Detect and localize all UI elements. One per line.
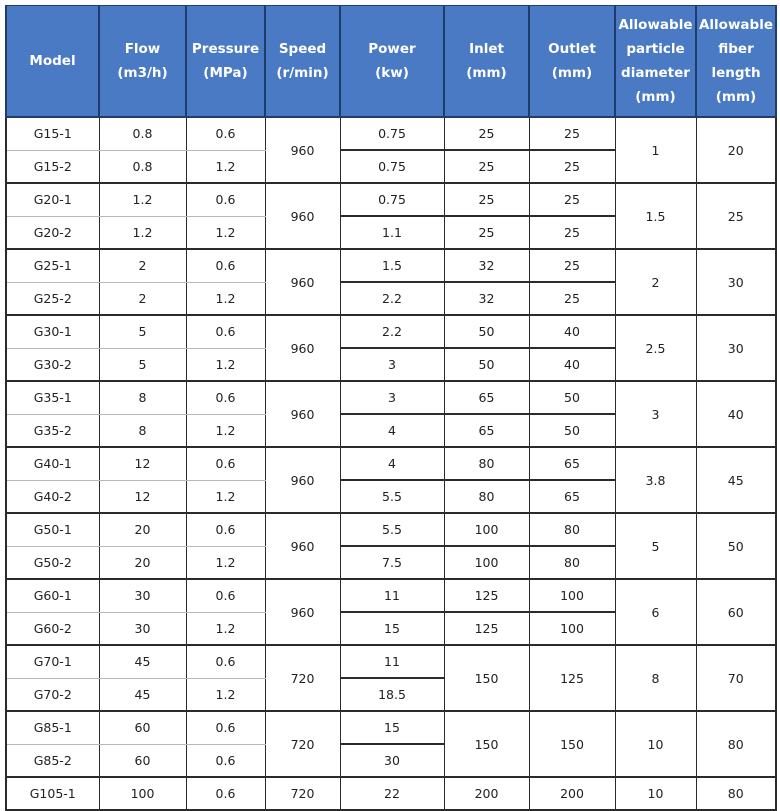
cell-flow: 60 xyxy=(99,711,186,744)
cell-outlet: 125 xyxy=(529,645,615,711)
cell-inlet: 25 xyxy=(444,150,529,183)
cell-speed: 720 xyxy=(265,711,340,777)
cell-flow: 30 xyxy=(99,579,186,612)
cell-model: G35-1 xyxy=(6,381,99,414)
cell-speed: 960 xyxy=(265,579,340,645)
cell-power: 1.1 xyxy=(340,216,444,249)
cell-inlet: 50 xyxy=(444,348,529,381)
cell-flow: 20 xyxy=(99,546,186,579)
cell-flow: 100 xyxy=(99,777,186,810)
cell-speed: 720 xyxy=(265,645,340,711)
cell-model: G50-2 xyxy=(6,546,99,579)
header-inlet: Inlet (mm) xyxy=(444,6,529,118)
cell-power: 5.5 xyxy=(340,480,444,513)
cell-outlet: 65 xyxy=(529,480,615,513)
cell-particle-diameter: 2 xyxy=(615,249,696,315)
cell-flow: 60 xyxy=(99,744,186,777)
cell-fiber-length: 30 xyxy=(696,315,776,381)
cell-flow: 2 xyxy=(99,249,186,282)
header-model: Model xyxy=(6,6,99,118)
cell-pressure: 1.2 xyxy=(186,216,265,249)
cell-pressure: 0.6 xyxy=(186,513,265,546)
header-outlet: Outlet (mm) xyxy=(529,6,615,118)
cell-flow: 12 xyxy=(99,447,186,480)
cell-particle-diameter: 5 xyxy=(615,513,696,579)
cell-power: 0.75 xyxy=(340,150,444,183)
cell-flow: 30 xyxy=(99,612,186,645)
cell-model: G50-1 xyxy=(6,513,99,546)
cell-inlet: 150 xyxy=(444,645,529,711)
cell-inlet: 25 xyxy=(444,183,529,216)
cell-outlet: 25 xyxy=(529,249,615,282)
cell-power: 3 xyxy=(340,348,444,381)
cell-outlet: 150 xyxy=(529,711,615,777)
cell-particle-diameter: 6 xyxy=(615,579,696,645)
header-flow: Flow (m3/h) xyxy=(99,6,186,118)
cell-pressure: 1.2 xyxy=(186,480,265,513)
cell-fiber-length: 25 xyxy=(696,183,776,249)
cell-outlet: 40 xyxy=(529,315,615,348)
cell-model: G40-2 xyxy=(6,480,99,513)
cell-inlet: 25 xyxy=(444,216,529,249)
cell-flow: 0.8 xyxy=(99,117,186,150)
cell-inlet: 80 xyxy=(444,447,529,480)
cell-speed: 960 xyxy=(265,249,340,315)
cell-power: 4 xyxy=(340,447,444,480)
cell-fiber-length: 50 xyxy=(696,513,776,579)
cell-power: 15 xyxy=(340,612,444,645)
table-row xyxy=(6,645,776,678)
cell-pressure: 0.6 xyxy=(186,744,265,777)
table-row xyxy=(6,777,776,810)
cell-outlet: 25 xyxy=(529,282,615,315)
cell-inlet: 100 xyxy=(444,546,529,579)
cell-inlet: 200 xyxy=(444,777,529,810)
cell-model: G40-1 xyxy=(6,447,99,480)
cell-flow: 8 xyxy=(99,381,186,414)
cell-fiber-length: 30 xyxy=(696,249,776,315)
table-row xyxy=(6,513,776,546)
cell-pressure: 0.6 xyxy=(186,315,265,348)
cell-pressure: 0.6 xyxy=(186,645,265,678)
cell-speed: 960 xyxy=(265,117,340,183)
cell-flow: 45 xyxy=(99,645,186,678)
table-row xyxy=(6,249,776,282)
cell-model: G70-1 xyxy=(6,645,99,678)
header-pressure: Pressure (MPa) xyxy=(186,6,265,118)
cell-outlet: 80 xyxy=(529,513,615,546)
cell-power: 11 xyxy=(340,645,444,678)
cell-outlet: 100 xyxy=(529,612,615,645)
cell-speed: 960 xyxy=(265,183,340,249)
cell-power: 11 xyxy=(340,579,444,612)
cell-flow: 1.2 xyxy=(99,183,186,216)
header-row xyxy=(6,6,776,118)
cell-pressure: 1.2 xyxy=(186,150,265,183)
cell-particle-diameter: 3.8 xyxy=(615,447,696,513)
cell-flow: 5 xyxy=(99,315,186,348)
cell-power: 7.5 xyxy=(340,546,444,579)
table-row xyxy=(6,381,776,414)
cell-model: G25-2 xyxy=(6,282,99,315)
cell-inlet: 100 xyxy=(444,513,529,546)
cell-model: G15-2 xyxy=(6,150,99,183)
cell-flow: 20 xyxy=(99,513,186,546)
cell-power: 5.5 xyxy=(340,513,444,546)
cell-model: G30-2 xyxy=(6,348,99,381)
cell-particle-diameter: 3 xyxy=(615,381,696,447)
table-row xyxy=(6,711,776,744)
cell-outlet: 65 xyxy=(529,447,615,480)
cell-power: 2.2 xyxy=(340,282,444,315)
cell-flow: 2 xyxy=(99,282,186,315)
cell-model: G25-1 xyxy=(6,249,99,282)
cell-fiber-length: 45 xyxy=(696,447,776,513)
cell-model: G105-1 xyxy=(6,777,99,810)
cell-particle-diameter: 10 xyxy=(615,711,696,777)
cell-speed: 960 xyxy=(265,381,340,447)
cell-power: 1.5 xyxy=(340,249,444,282)
table-body xyxy=(6,117,776,810)
cell-flow: 5 xyxy=(99,348,186,381)
cell-inlet: 65 xyxy=(444,414,529,447)
cell-pressure: 0.6 xyxy=(186,381,265,414)
cell-particle-diameter: 1 xyxy=(615,117,696,183)
cell-power: 22 xyxy=(340,777,444,810)
table-row xyxy=(6,117,776,150)
cell-fiber-length: 70 xyxy=(696,645,776,711)
cell-speed: 720 xyxy=(265,777,340,810)
cell-fiber-length: 20 xyxy=(696,117,776,183)
cell-pressure: 1.2 xyxy=(186,414,265,447)
pump-spec-table xyxy=(5,5,777,811)
cell-pressure: 1.2 xyxy=(186,612,265,645)
cell-outlet: 200 xyxy=(529,777,615,810)
cell-model: G85-1 xyxy=(6,711,99,744)
cell-inlet: 25 xyxy=(444,117,529,150)
cell-outlet: 25 xyxy=(529,216,615,249)
cell-outlet: 80 xyxy=(529,546,615,579)
cell-model: G30-1 xyxy=(6,315,99,348)
cell-power: 2.2 xyxy=(340,315,444,348)
cell-outlet: 25 xyxy=(529,117,615,150)
cell-model: G20-2 xyxy=(6,216,99,249)
cell-flow: 1.2 xyxy=(99,216,186,249)
cell-pressure: 0.6 xyxy=(186,249,265,282)
cell-outlet: 50 xyxy=(529,414,615,447)
table-row xyxy=(6,447,776,480)
cell-power: 3 xyxy=(340,381,444,414)
cell-fiber-length: 80 xyxy=(696,711,776,777)
cell-power: 4 xyxy=(340,414,444,447)
cell-inlet: 125 xyxy=(444,612,529,645)
cell-pressure: 1.2 xyxy=(186,282,265,315)
cell-model: G35-2 xyxy=(6,414,99,447)
cell-model: G20-1 xyxy=(6,183,99,216)
cell-outlet: 100 xyxy=(529,579,615,612)
cell-flow: 0.8 xyxy=(99,150,186,183)
cell-power: 15 xyxy=(340,711,444,744)
cell-pressure: 0.6 xyxy=(186,579,265,612)
cell-speed: 960 xyxy=(265,513,340,579)
cell-pressure: 0.6 xyxy=(186,117,265,150)
cell-fiber-length: 60 xyxy=(696,579,776,645)
cell-outlet: 25 xyxy=(529,183,615,216)
cell-inlet: 125 xyxy=(444,579,529,612)
header-particle-diameter: Allowable particle diameter (mm) xyxy=(615,6,696,118)
cell-flow: 45 xyxy=(99,678,186,711)
cell-outlet: 50 xyxy=(529,381,615,414)
header-fiber-length: Allowable fiber length (mm) xyxy=(696,6,776,118)
cell-power: 30 xyxy=(340,744,444,777)
cell-inlet: 32 xyxy=(444,282,529,315)
cell-pressure: 1.2 xyxy=(186,546,265,579)
cell-flow: 8 xyxy=(99,414,186,447)
cell-power: 0.75 xyxy=(340,183,444,216)
cell-particle-diameter: 2.5 xyxy=(615,315,696,381)
cell-inlet: 50 xyxy=(444,315,529,348)
cell-fiber-length: 80 xyxy=(696,777,776,810)
cell-model: G60-1 xyxy=(6,579,99,612)
cell-model: G70-2 xyxy=(6,678,99,711)
table-row xyxy=(6,315,776,348)
table-row xyxy=(6,183,776,216)
cell-inlet: 65 xyxy=(444,381,529,414)
cell-model: G60-2 xyxy=(6,612,99,645)
cell-power: 18.5 xyxy=(340,678,444,711)
cell-outlet: 25 xyxy=(529,150,615,183)
cell-speed: 960 xyxy=(265,447,340,513)
cell-particle-diameter: 1.5 xyxy=(615,183,696,249)
cell-model: G15-1 xyxy=(6,117,99,150)
header-speed: Speed (r/min) xyxy=(265,6,340,118)
cell-power: 0.75 xyxy=(340,117,444,150)
cell-pressure: 0.6 xyxy=(186,183,265,216)
cell-outlet: 40 xyxy=(529,348,615,381)
cell-inlet: 150 xyxy=(444,711,529,777)
cell-inlet: 32 xyxy=(444,249,529,282)
cell-speed: 960 xyxy=(265,315,340,381)
cell-pressure: 1.2 xyxy=(186,678,265,711)
cell-pressure: 0.6 xyxy=(186,447,265,480)
cell-flow: 12 xyxy=(99,480,186,513)
cell-pressure: 0.6 xyxy=(186,711,265,744)
cell-pressure: 0.6 xyxy=(186,777,265,810)
cell-pressure: 1.2 xyxy=(186,348,265,381)
cell-particle-diameter: 10 xyxy=(615,777,696,810)
header-power: Power (kw) xyxy=(340,6,444,118)
cell-particle-diameter: 8 xyxy=(615,645,696,711)
cell-model: G85-2 xyxy=(6,744,99,777)
cell-inlet: 80 xyxy=(444,480,529,513)
cell-fiber-length: 40 xyxy=(696,381,776,447)
table-row xyxy=(6,579,776,612)
